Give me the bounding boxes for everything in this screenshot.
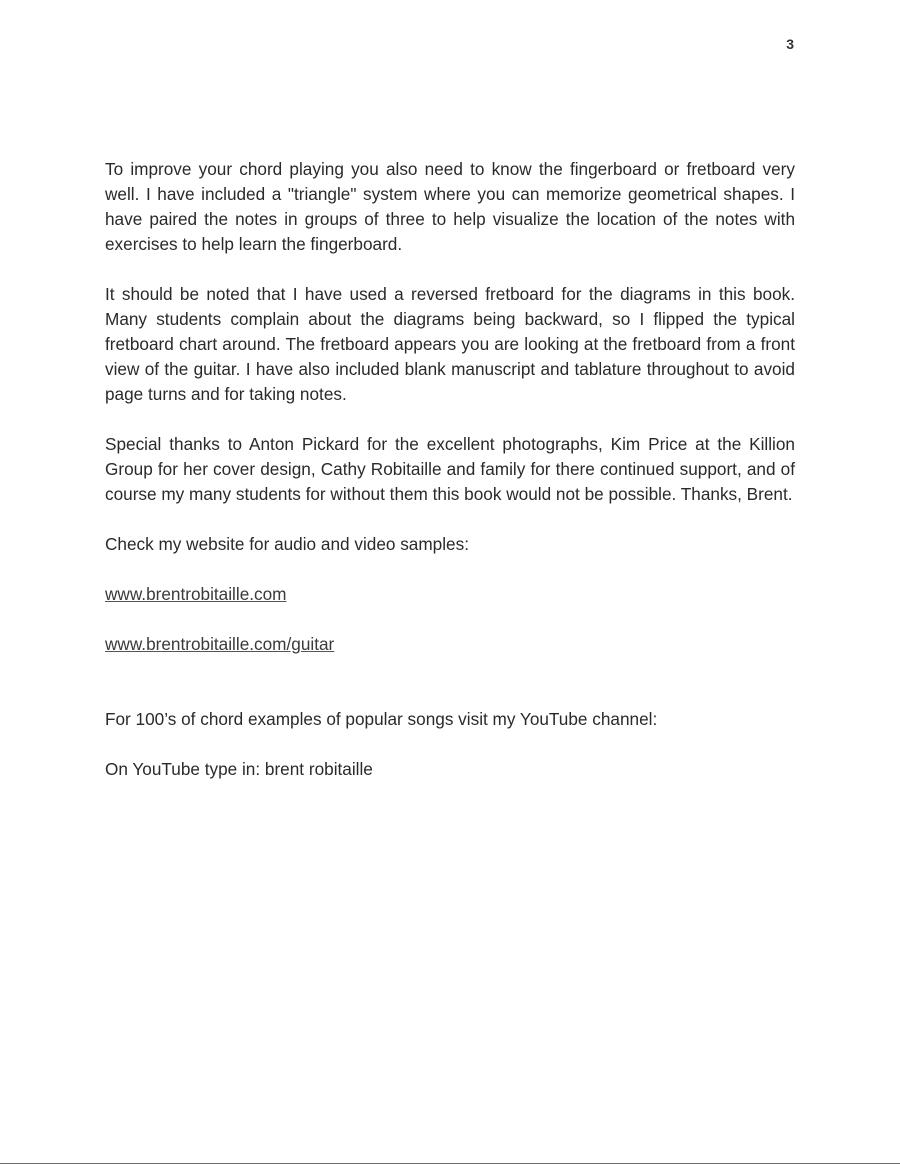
page-number: 3 [786, 36, 794, 52]
link-row-guitar [105, 632, 795, 657]
guitar-page-link[interactable]: www.brentrobitaille.com/guitar [105, 634, 335, 654]
website-link[interactable]: www.brentrobitaille.com [105, 584, 287, 604]
paragraph-reversed-fretboard: It should be noted that I have used a reversed fretboard for the diagrams in this book. Many students complain about the diagrams being backward, so I flipped the typical fretboard chart around. The fretboard appears you are looking at the fretboard from a front view of the guitar. I have also included blank manuscript and tablature throughout to avoid page turns and for taking notes. [105, 284, 795, 404]
paragraph-fretboard-intro: To improve your chord playing you also need to know the fingerboard or fretboard very well. I have included a "triangle" system where you can memorize geometrical shapes. I have paired the notes in groups of three to help visualize the location of the notes with exercises to help learn the fingerboard. [105, 159, 795, 254]
link-row-website [105, 582, 795, 607]
paragraph-youtube-search: On YouTube type in: brent robitaille [105, 759, 373, 779]
spacer [105, 682, 795, 707]
paragraph-acknowledgements: Special thanks to Anton Pickard for the excellent photographs, Kim Price at the Killion Group for her cover design, Cathy Robitaille and family for there continued support, and of course my many students for without them this book would not be possible. Thanks, Brent. [105, 434, 795, 504]
page-body [105, 157, 795, 807]
paragraph-website-note: Check my website for audio and video samples: [105, 534, 469, 554]
paragraph-youtube-channel: For 100’s of chord examples of popular songs visit my YouTube channel: [105, 709, 658, 729]
